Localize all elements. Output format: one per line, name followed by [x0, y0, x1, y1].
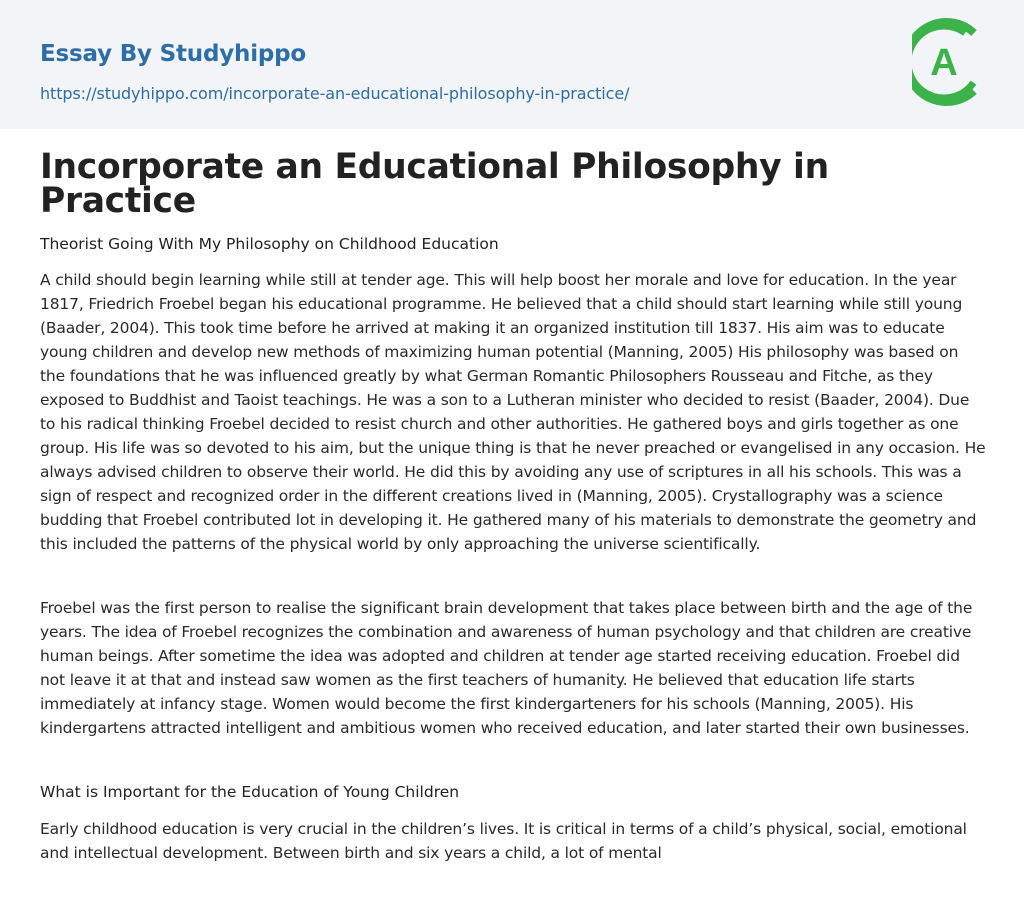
- paragraph-1: A child should begin learning while still at tender age. This will help boost her morale and love for education. In the year 1817, Friedrich Froebel began his educational programme. He believed that a child should start learning while still young (Baader, 2004). This took time before he arrived at making it an organized institution till 1837. His aim was to educate young children and develop new methods of maximizing human potential (Manning, 2005) His philosophy was based on the foundations that he was influenced greatly by what German Romantic Philosophers Rousseau and Fitche, as they exposed to Buddhist and Taoist teachings. He was a son to a Lutheran minister who decided to resist (Baader, 2004). Due to his radical thinking Froebel decided to resist church and other authorities. He gathered boys and girls together as one group. His life was so devoted to his aim, but the unique thing is that he never preached or evangelised in any occasion. He always advised children to observe their world. He did this by avoiding any use of scriptures in all his schools. This was a sign of respect and recognized order in the different creations lived in (Manning, 2005). Crystallography was a science budding that Froebel contributed lot in developing it. He gathered many of his materials to demonstrate the geometry and this included the patterns of the physical world by only approaching the universe scientifically.: [40, 271, 986, 553]
- logo-letter: A: [930, 42, 958, 84]
- paragraph-3: Early childhood education is very crucial in the children’s lives. It is critical in terms of a child’s physical, social, emotional and intellectual development. Between birth and six years a child, a lot of mental: [40, 820, 967, 862]
- page-url-link[interactable]: https://studyhippo.com/incorporate-an-educational-philosophy-in-practice/: [40, 84, 630, 103]
- article-subtitle: Theorist Going With My Philosophy on Childhood Education: [40, 235, 499, 253]
- paragraph-2: Froebel was the first person to realise the significant brain development that takes place between birth and the age of the years. The idea of Froebel recognizes the combination and awareness of human psychology and that children are creative human beings. After sometime the idea was adopted and children at tender age started receiving education. Froebel did not leave it at that and instead saw women as the first teachers of humanity. He believed that education life starts immediately at infancy stage. Women would become the first kindergarteners for his schools (Manning, 2005). His kindergartens attracted intelligent and ambitious women who received education, and later started their own businesses.: [40, 599, 973, 737]
- article-title: Incorporate an Educational Philosophy in Practice: [40, 147, 829, 221]
- section-heading: What is Important for the Education of Young Children: [40, 783, 460, 801]
- brand-title[interactable]: Essay By Studyhippo: [40, 41, 307, 67]
